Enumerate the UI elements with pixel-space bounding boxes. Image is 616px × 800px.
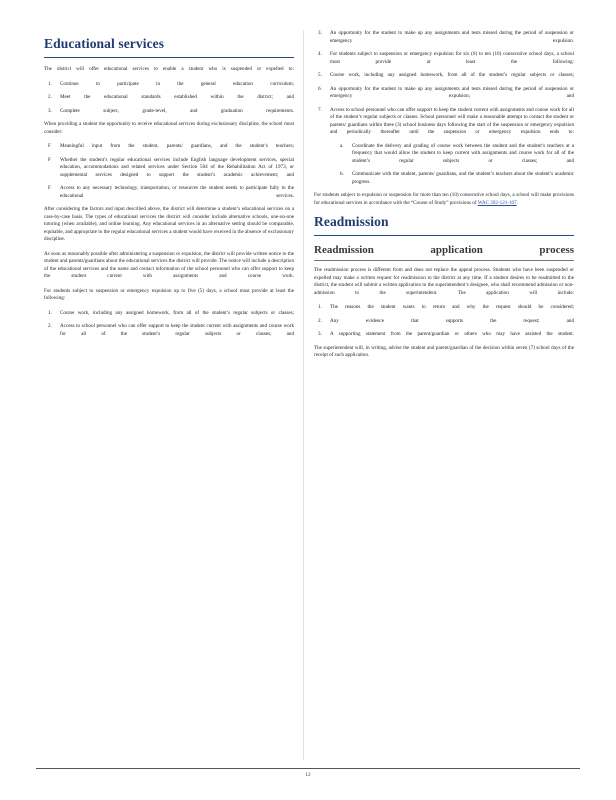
column-divider bbox=[303, 30, 304, 760]
footer-rule bbox=[36, 768, 580, 769]
list-item-text: The reasons the student wants to return and why the request should be considered; bbox=[330, 304, 574, 310]
list-item-text: Meet the educational standards established within the district; and bbox=[60, 94, 294, 100]
contact-sublist bbox=[336, 143, 574, 187]
list-item-text: Coordinate the delivery and grading of course work between the student and the student’s teachers at a frequency that would allow the student to keep current with assignments and course work for all of the student’s regular subjects or classes; and bbox=[352, 142, 574, 164]
short-term-list bbox=[44, 310, 294, 339]
wac-link[interactable]: WAC 392-121-107 bbox=[477, 199, 517, 206]
subsection-title-readmission-process bbox=[314, 244, 574, 261]
short-term-list-continued bbox=[314, 30, 574, 45]
list-number: 2. bbox=[48, 94, 52, 100]
list-number: 1. bbox=[48, 309, 52, 316]
list-item bbox=[44, 157, 294, 180]
short-term-intro: For students subject to suspension or emergency expulsion up to five (5) days, a school must provide at least the following: bbox=[44, 287, 294, 301]
list-item-text: Meaningful input from the student, parents/ guardians, and the student’s teachers; bbox=[60, 143, 294, 149]
goals-list bbox=[44, 81, 294, 116]
list-item bbox=[314, 51, 574, 66]
list-number: 2. bbox=[48, 323, 52, 329]
list-item bbox=[44, 323, 294, 338]
written-notice-paragraph: As soon as reasonably possible after administering a suspension or expulsion, the district will provide written notice to the student and parents/guardians about the educational services the district will provide. The notice will include a description of the educational services and the name and contact information of the school personnel who can offer support to keep the student current with assignments and course work. bbox=[44, 250, 294, 279]
list-letter: a. bbox=[340, 142, 344, 149]
considerations-list bbox=[44, 143, 294, 200]
list-item bbox=[314, 331, 574, 339]
list-number: 7. bbox=[318, 106, 322, 113]
superintendent-decision-paragraph: The superintendent will, in writing, advise the student and parent/guardian of the decision within seven (7) school days of the receipt of such application. bbox=[314, 344, 574, 358]
list-item bbox=[314, 107, 574, 187]
list-item-text: An opportunity for the student to make up any assignments and tests missed during the period of suspension or emergency expulsion. bbox=[330, 30, 574, 44]
left-column bbox=[44, 30, 294, 344]
list-number: 4. bbox=[318, 51, 322, 57]
list-item-text: Complete subject, grade-level, and graduation requirements. bbox=[60, 107, 294, 114]
application-list bbox=[314, 304, 574, 339]
list-number: 3. bbox=[48, 107, 52, 114]
list-number: 5. bbox=[318, 72, 322, 78]
list-number: 1. bbox=[318, 304, 322, 310]
list-number: 1. bbox=[48, 80, 52, 87]
bullet-mark: F bbox=[48, 143, 51, 149]
considerations-intro: When providing a student the opportunity to receive educational services during exclusionary discipline, the school must consider: bbox=[44, 121, 294, 135]
list-item-text: Course work, including any assigned homework, from all of the student’s regular subjects or classes; bbox=[60, 309, 294, 316]
list-item-text: Continue to participate in the general education curriculum; bbox=[60, 80, 294, 87]
subtitle-word: application bbox=[430, 244, 483, 256]
list-letter: b. bbox=[340, 171, 344, 177]
list-number: 6. bbox=[318, 85, 322, 92]
list-item-text: An opportunity for the student to make up any assignments and tests missed during the period of suspension or emergency expulsion; and bbox=[330, 85, 574, 99]
over-ten-days-text: For students subject to expulsion or suspension for more than ten (10) consecutive school days, a school will make provisions for educational services in accordance with the “Course of Study” provisions of bbox=[314, 192, 574, 206]
list-number: 3. bbox=[318, 30, 322, 36]
list-item-text: Access to school personnel who can offer support to keep the student current with assignments and course work for all of the student’s regular subjects or classes; and bbox=[60, 323, 294, 337]
right-column bbox=[314, 30, 574, 367]
list-item bbox=[44, 185, 294, 200]
section-title-readmission: Readmission bbox=[314, 214, 574, 236]
educational-services-intro: The district will offer educational services to enable a student who is suspended or expelled to: bbox=[44, 66, 294, 72]
after-considering-paragraph: After considering the factors and input described above, the district will determine a student’s educational services on a case-by-case basis. The types of educational services the district will consider include alternative schools, one-on-one tutoring (when available), and online learning. Any educational services in an alternative setting should be comparable, equitable, and appropriate to the regular educational services a student would have received in the absence of exclusionary discipline. bbox=[44, 206, 294, 242]
list-item bbox=[44, 94, 294, 102]
list-number: 3. bbox=[318, 331, 322, 337]
list-item-text: Access to any necessary technology, transportation, or resources the student needs to participate fully in the educational services. bbox=[60, 185, 294, 199]
section-title-educational-services: Educational services bbox=[44, 36, 294, 58]
list-item-text: A supporting statement from the parent/guardian or others who may have assisted the student. bbox=[330, 331, 574, 337]
list-item bbox=[314, 72, 574, 80]
list-item bbox=[44, 81, 294, 89]
list-item-text: Any evidence that supports the request; and bbox=[330, 317, 574, 324]
bullet-mark: F bbox=[48, 156, 51, 163]
readmission-intro: The readmission process is different from and does not replace the appeal process. Students who have been suspended or expelled may make a written request for readmission to the district at any time. If a student desires to be readmitted to the district, the student will submit a written application to the superintendent’s designee, who shall recommend admission or non-admission to the superintendent. The application will include: bbox=[314, 267, 574, 296]
list-item-text: Course work, including any assigned homework, from all of the student’s regular subjects or classes; bbox=[330, 72, 574, 78]
long-term-list bbox=[314, 51, 574, 186]
list-item bbox=[44, 108, 294, 116]
list-item bbox=[336, 143, 574, 166]
over-ten-days-paragraph: For students subject to expulsion or suspension for more than ten (10) consecutive school days, a school will make provisions for educational services in accordance with the “Course of Study” provisions of WAC 392-121-107. bbox=[314, 192, 574, 206]
list-item-text: Communicate with the student, parents/ guardians, and the student’s teachers about the student’s academic progress. bbox=[352, 171, 574, 185]
subtitle-word: Readmission bbox=[314, 244, 374, 256]
page-number: 12 bbox=[305, 772, 311, 778]
bullet-mark: F bbox=[48, 185, 51, 191]
list-item bbox=[336, 171, 574, 186]
list-item-text: Access to school personnel who can offer support to keep the student current with assignments and course work for all of the student’s regular subjects or classes. School personnel will make a reasonable attempt to contact the student or parents/ guardians within three (3) school business days following the start of the suspension or emergency expulsion and periodically thereafter until the suspension or emergency expulsion ends to: bbox=[330, 106, 574, 135]
list-item-text: For students subject to suspension or emergency expulsion for six (6) to ten (10) consecutive school days, a school must provide at least the following: bbox=[330, 51, 574, 65]
subtitle-word: process bbox=[539, 244, 574, 256]
list-item bbox=[314, 86, 574, 101]
list-item bbox=[314, 318, 574, 326]
list-number: 2. bbox=[318, 317, 322, 324]
list-item bbox=[314, 304, 574, 312]
list-item bbox=[314, 30, 574, 45]
list-item-text: Whether the student’s regular educational services include English language development services, special education, accommodations and related services under Section 504 of the Rehabilitation Act of 1973, or supplemental services designed to support the student’s academic achievement; and bbox=[60, 156, 294, 178]
list-item bbox=[44, 310, 294, 318]
list-item bbox=[44, 143, 294, 151]
